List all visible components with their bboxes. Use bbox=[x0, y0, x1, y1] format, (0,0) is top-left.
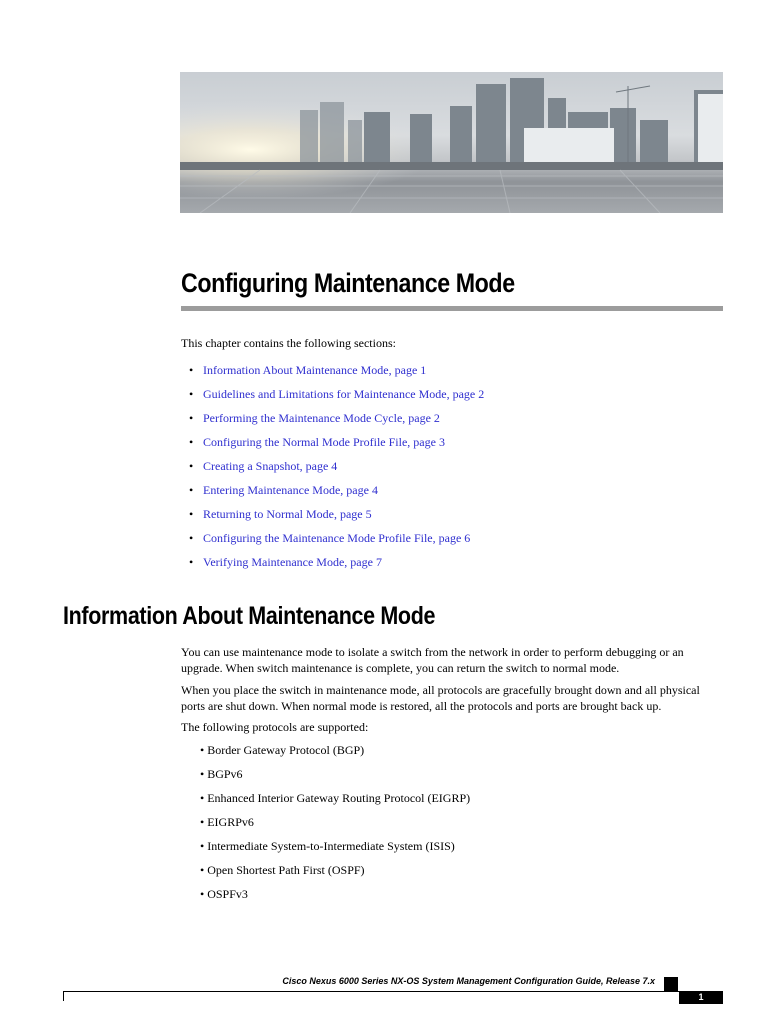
page-number: 1 bbox=[679, 991, 723, 1004]
toc-item bbox=[181, 410, 484, 434]
chapter-intro: This chapter contains the following sections: bbox=[181, 336, 396, 350]
toc-item bbox=[181, 506, 484, 530]
protocol-item: • Enhanced Interior Gateway Routing Protocol (EIGRP) bbox=[200, 791, 471, 805]
bullet-icon: • bbox=[189, 459, 194, 473]
toc-item bbox=[181, 482, 484, 506]
bullet-icon: • bbox=[189, 555, 194, 569]
toc-item bbox=[181, 554, 484, 578]
section-paragraph: When you place the switch in maintenance mode, all protocols are gracefully brought down and all physical ports are shut down. When normal mode is restored, all the protocols and ports are brought back up. bbox=[181, 683, 700, 713]
toc-item bbox=[181, 530, 484, 554]
toc-link-guidelines[interactable]: Guidelines and Limitations for Maintenance Mode, page 2 bbox=[203, 387, 485, 401]
toc-link-performing-cycle[interactable]: Performing the Maintenance Mode Cycle, page 2 bbox=[203, 411, 440, 425]
section-paragraph: You can use maintenance mode to isolate a switch from the network in order to perform debugging or an upgrade. When switch maintenance is complete, you can return the switch to normal mode. bbox=[181, 645, 684, 675]
footer-corner-tick bbox=[63, 991, 64, 1001]
footer-rule bbox=[63, 991, 723, 992]
footer-guide-title: Cisco Nexus 6000 Series NX-OS System Management Configuration Guide, Release 7.x bbox=[282, 976, 655, 986]
toc-link-verifying[interactable]: Verifying Maintenance Mode, page 7 bbox=[203, 555, 382, 569]
toc-link-normal-profile[interactable]: Configuring the Normal Mode Profile File, page 3 bbox=[203, 435, 445, 449]
city-skyline-banner-image bbox=[180, 72, 723, 213]
bullet-icon: • bbox=[189, 435, 194, 449]
bullet-icon: • bbox=[189, 363, 194, 377]
protocol-list bbox=[200, 742, 470, 910]
protocol-item: • Border Gateway Protocol (BGP) bbox=[200, 743, 365, 757]
protocol-item: • EIGRPv6 bbox=[200, 815, 254, 829]
bullet-icon: • bbox=[189, 507, 194, 521]
protocol-item: • Intermediate System-to-Intermediate System (ISIS) bbox=[200, 839, 455, 853]
toc-link-maintenance-profile[interactable]: Configuring the Maintenance Mode Profile File, page 6 bbox=[203, 531, 471, 545]
bullet-icon: • bbox=[189, 387, 194, 401]
protocol-item: • OSPFv3 bbox=[200, 887, 248, 901]
protocol-item: • Open Shortest Path First (OSPF) bbox=[200, 863, 365, 877]
toc-item bbox=[181, 386, 484, 410]
toc-link-returning-normal[interactable]: Returning to Normal Mode, page 5 bbox=[203, 507, 372, 521]
title-underline-rule bbox=[181, 306, 723, 311]
document-title: Configuring Maintenance Mode bbox=[181, 268, 515, 298]
bullet-icon: • bbox=[189, 411, 194, 425]
toc-item bbox=[181, 434, 484, 458]
section-heading: Information About Maintenance Mode bbox=[63, 602, 436, 630]
protocol-item: • BGPv6 bbox=[200, 767, 243, 781]
bullet-icon: • bbox=[189, 483, 194, 497]
chapter-toc-list bbox=[181, 362, 484, 578]
footer-marker-block bbox=[664, 977, 678, 991]
toc-link-information-about[interactable]: Information About Maintenance Mode, page 1 bbox=[203, 363, 427, 377]
bullet-icon: • bbox=[189, 531, 194, 545]
section-paragraph: The following protocols are supported: bbox=[181, 720, 369, 734]
toc-item bbox=[181, 362, 484, 386]
toc-link-entering-maintenance[interactable]: Entering Maintenance Mode, page 4 bbox=[203, 483, 378, 497]
toc-item bbox=[181, 458, 484, 482]
toc-link-snapshot[interactable]: Creating a Snapshot, page 4 bbox=[203, 459, 338, 473]
